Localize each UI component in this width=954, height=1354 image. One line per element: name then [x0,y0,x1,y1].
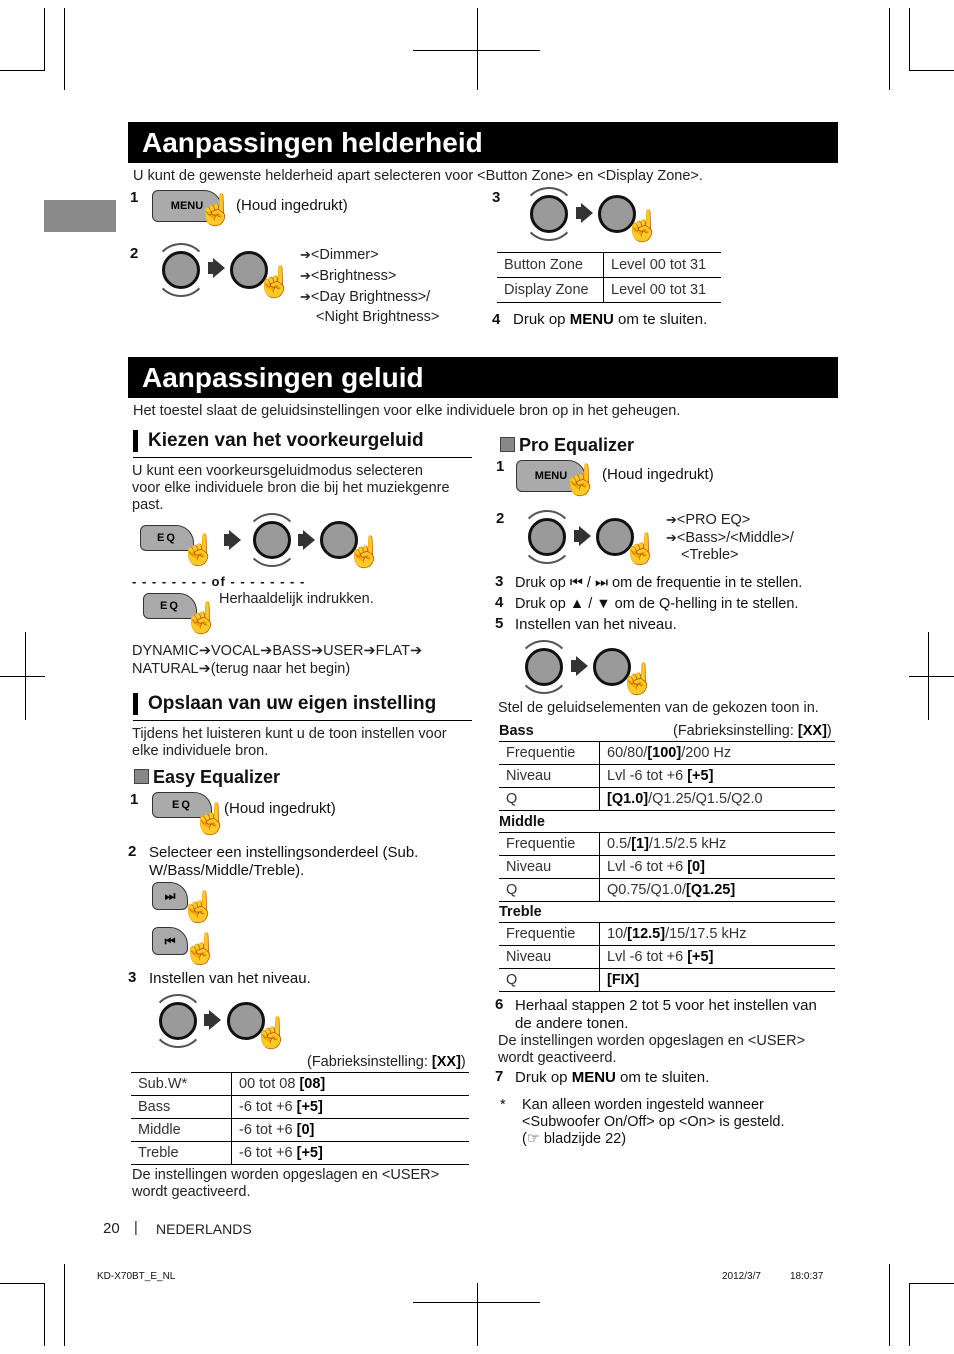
crop-mark [909,8,910,70]
pro-caption: Stel de geluidselementen van de gekozen toon in. [498,700,819,716]
table-row: Sub.W* 00 tot 08 [08] [131,1073,469,1096]
footer-date: 2012/3/7 [722,1271,761,1282]
own-text: Tijdens het luisteren kunt u de toon instellen voor elke individuele bron. [132,726,447,759]
option-day-brightness: <Day Brightness>/ [310,289,431,305]
menu-button[interactable]: MENU [152,190,222,222]
pointing-hand-icon: ☝ [180,534,218,567]
arrow-icon: ➔ [300,289,311,304]
hold-label: (Houd ingedrukt) [236,197,348,214]
control-knob[interactable] [253,521,291,559]
next-arrow-icon [303,530,315,550]
table-row: Display Zone Level 00 tot 31 [497,278,721,303]
eq-button[interactable]: EQ [140,525,194,551]
next-arrow-icon [229,530,241,550]
step4-text: Druk op ▲ / ▼ om de Q-helling in te stellen. [515,596,799,612]
crop-mark [64,8,65,90]
arrow-icon: ➔ [300,268,311,283]
step-number: 3 [492,189,501,206]
next-arrow-icon [209,1010,221,1030]
group-label-treble: Treble [499,904,542,920]
step-number: 4 [492,311,501,328]
or-separator: - - - - - - - - of - - - - - - - - [132,574,306,589]
step-number: 4 [495,594,504,611]
crop-mark [0,70,45,71]
prev-icon: ⏮ [569,575,583,591]
option-night-brightness: <Night Brightness> [316,309,440,325]
hold-label: (Houd ingedrukt) [224,800,336,817]
down-triangle-icon: ▼ [596,596,611,612]
divider [133,457,472,458]
sound-intro: Het toestel slaat de geluidsinstellingen voor elke individuele bron op in het geheugen. [133,403,681,419]
footnote-text: (☞ bladzijde 22) [522,1131,627,1147]
control-knob[interactable] [159,1002,197,1040]
table-row: Button Zone Level 00 tot 31 [497,253,721,278]
crop-mark [44,8,45,70]
pro-treble-table [499,922,835,992]
next-arrow-icon [579,526,591,546]
step2-text: Selecteer een instellingsonderdeel (Sub. W/Bass/Middle/Treble). [149,844,419,879]
preset-heading: Kiezen van het voorkeurgeluid [133,430,424,452]
table-row: Middle -6 tot +6 [0] [131,1119,469,1142]
own-heading: Opslaan van uw eigen instelling [133,693,436,715]
table-row: Q [FIX] [499,969,835,992]
pointing-hand-icon: ☝ [253,1017,291,1050]
table-row: Frequentie 60/80/[100]/200 Hz [499,742,835,765]
menu-button[interactable]: MENU [516,460,586,492]
step-number: 3 [128,969,137,986]
crop-mark [909,676,954,677]
easy-note: De instellingen worden opgeslagen en <USER> wordt geactiveerd. [132,1167,440,1200]
step-number: 6 [495,996,504,1013]
crop-mark [477,8,478,90]
step-number: 2 [128,843,137,860]
up-triangle-icon: ▲ [569,596,585,612]
sound-title: Aanpassingen geluid [142,362,424,393]
pointing-hand-icon: ☝ [182,933,220,966]
step-number: 1 [130,791,139,808]
prev-track-button[interactable]: ⏮ [152,927,188,955]
step-number: 3 [495,573,504,590]
step-number: 1 [496,458,505,475]
factory-setting-note: (Fabrieksinstelling: [XX]) [307,1054,466,1070]
crop-mark [909,70,954,71]
pointing-hand-icon: ☝ [256,266,294,299]
crop-mark [25,632,26,720]
crop-mark [0,1283,45,1284]
group-label-middle: Middle [499,814,545,830]
footer-language: NEDERLANDS [156,1221,252,1237]
preset-sequence: NATURAL➔(terug naar het begin) [132,661,351,677]
step-number: 2 [496,510,505,527]
table-row: Frequentie 10/[12.5]/15/17.5 kHz [499,923,835,946]
preset-sequence: DYNAMIC➔VOCAL➔BASS➔USER➔FLAT➔ [132,643,423,659]
table-row: Niveau Lvl -6 tot +6 [0] [499,856,835,879]
table-row: Treble -6 tot +6 [+5] [131,1142,469,1165]
square-bullet-icon [134,769,149,784]
control-knob[interactable] [530,195,568,233]
brightness-title: Aanpassingen helderheid [142,127,483,158]
step-number: 1 [130,189,139,206]
chapter-tab [44,200,116,232]
preset-text: U kunt een voorkeursgeluidmodus selecteren voor elke individuele bron die bij het muziekgenre past. [132,463,450,513]
pro-middle-table [499,832,835,902]
step-number: 7 [495,1068,504,1085]
brightness-intro: U kunt de gewenste helderheid apart selecteren voor <Button Zone> en <Display Zone>. [133,168,703,184]
control-knob[interactable] [162,251,200,289]
crop-mark [44,1283,45,1346]
option-bands: <Bass>/<Middle>/ [676,530,794,546]
option-treble: <Treble> [681,547,739,563]
pro-bass-table [499,741,835,811]
pointing-hand-icon: ☝ [562,464,600,497]
pointing-hand-icon: ☝ [346,536,384,569]
brightness-table [497,252,721,303]
next-arrow-icon [576,656,588,676]
footnote-text: Kan alleen worden ingesteld wanneer [522,1097,764,1113]
crop-mark [477,1283,478,1346]
pro-note: De instellingen worden opgeslagen en <USER> wordt geactiveerd. [498,1033,806,1066]
table-row: Frequentie 0.5/[1]/1.5/2.5 kHz [499,833,835,856]
step-number: 2 [130,245,139,262]
pointing-hand-icon: ☝ [624,210,662,243]
eq-button[interactable]: EQ [143,593,197,619]
control-knob[interactable] [528,518,566,556]
table-row: Q [Q1.0]/Q1.25/Q1.5/Q2.0 [499,788,835,811]
crop-mark [889,1264,890,1346]
control-knob[interactable] [525,648,563,686]
arrow-icon: ➔ [666,512,677,527]
pointing-hand-icon: ☝ [180,891,218,924]
pointing-hand-icon: ☝ [197,194,235,227]
hold-label: (Houd ingedrukt) [602,466,714,483]
crop-mark [928,632,929,720]
footer-separator: | [134,1220,138,1236]
sound-title-banner [128,357,838,398]
arrow-icon: ➔ [300,247,311,262]
crop-mark [64,1264,65,1346]
easy-eq-table [131,1072,469,1165]
step-number: 5 [495,615,504,632]
repeat-label: Herhaaldelijk indrukken. [219,591,374,607]
step3-text: Druk op ⏮ / ⏭ om de frequentie in te stellen. [515,575,803,591]
divider [133,720,472,721]
crop-mark [909,1283,954,1284]
step4-text: Druk op MENU om te sluiten. [513,311,708,328]
pointing-hand-icon: ☝ [622,533,660,566]
pointing-hand-icon: ☝ [192,803,230,836]
footnote-mark: * [500,1097,506,1113]
crop-mark [909,1283,910,1346]
footer-filename: KD-X70BT_E_NL [97,1271,176,1282]
pro-eq-heading: Pro Equalizer [500,435,634,455]
next-track-button[interactable]: ⏭ [152,882,188,910]
easy-eq-heading: Easy Equalizer [134,767,280,787]
step3-text: Instellen van het niveau. [149,970,311,987]
step7-text: Druk op MENU om te sluiten. [515,1069,710,1086]
table-row: Bass -6 tot +6 [+5] [131,1096,469,1119]
footer-time: 18:0:37 [790,1271,824,1282]
table-row: Niveau Lvl -6 tot +6 [+5] [499,946,835,969]
page-number: 20 [103,1220,120,1237]
step6-text: Herhaal stappen 2 tot 5 voor het instellen van de andere tonen. [515,997,817,1032]
next-icon: ⏭ [594,575,609,591]
table-row: Niveau Lvl -6 tot +6 [+5] [499,765,835,788]
pointing-hand-icon: ☝ [183,602,221,635]
square-bullet-icon [500,437,515,452]
arrow-icon: ➔ [666,530,677,545]
next-arrow-icon [213,258,225,278]
option-dimmer: <Dimmer> [310,247,379,263]
next-arrow-icon [581,203,593,223]
option-pro-eq: <PRO EQ> [676,512,751,528]
factory-setting-note: (Fabrieksinstelling: [XX]) [673,723,832,739]
step5-text: Instellen van het niveau. [515,616,677,633]
pointing-hand-icon: ☝ [619,663,657,696]
brightness-title-banner [128,122,838,163]
crop-mark [889,8,890,90]
crop-mark [0,676,45,677]
eq-button[interactable]: EQ [152,792,212,818]
group-label-bass: Bass [499,723,534,739]
footnote-text: <Subwoofer On/Off> op <On> is gesteld. [522,1114,785,1130]
table-row: Q Q0.75/Q1.0/[Q1.25] [499,879,835,902]
option-brightness: <Brightness> [310,268,397,284]
